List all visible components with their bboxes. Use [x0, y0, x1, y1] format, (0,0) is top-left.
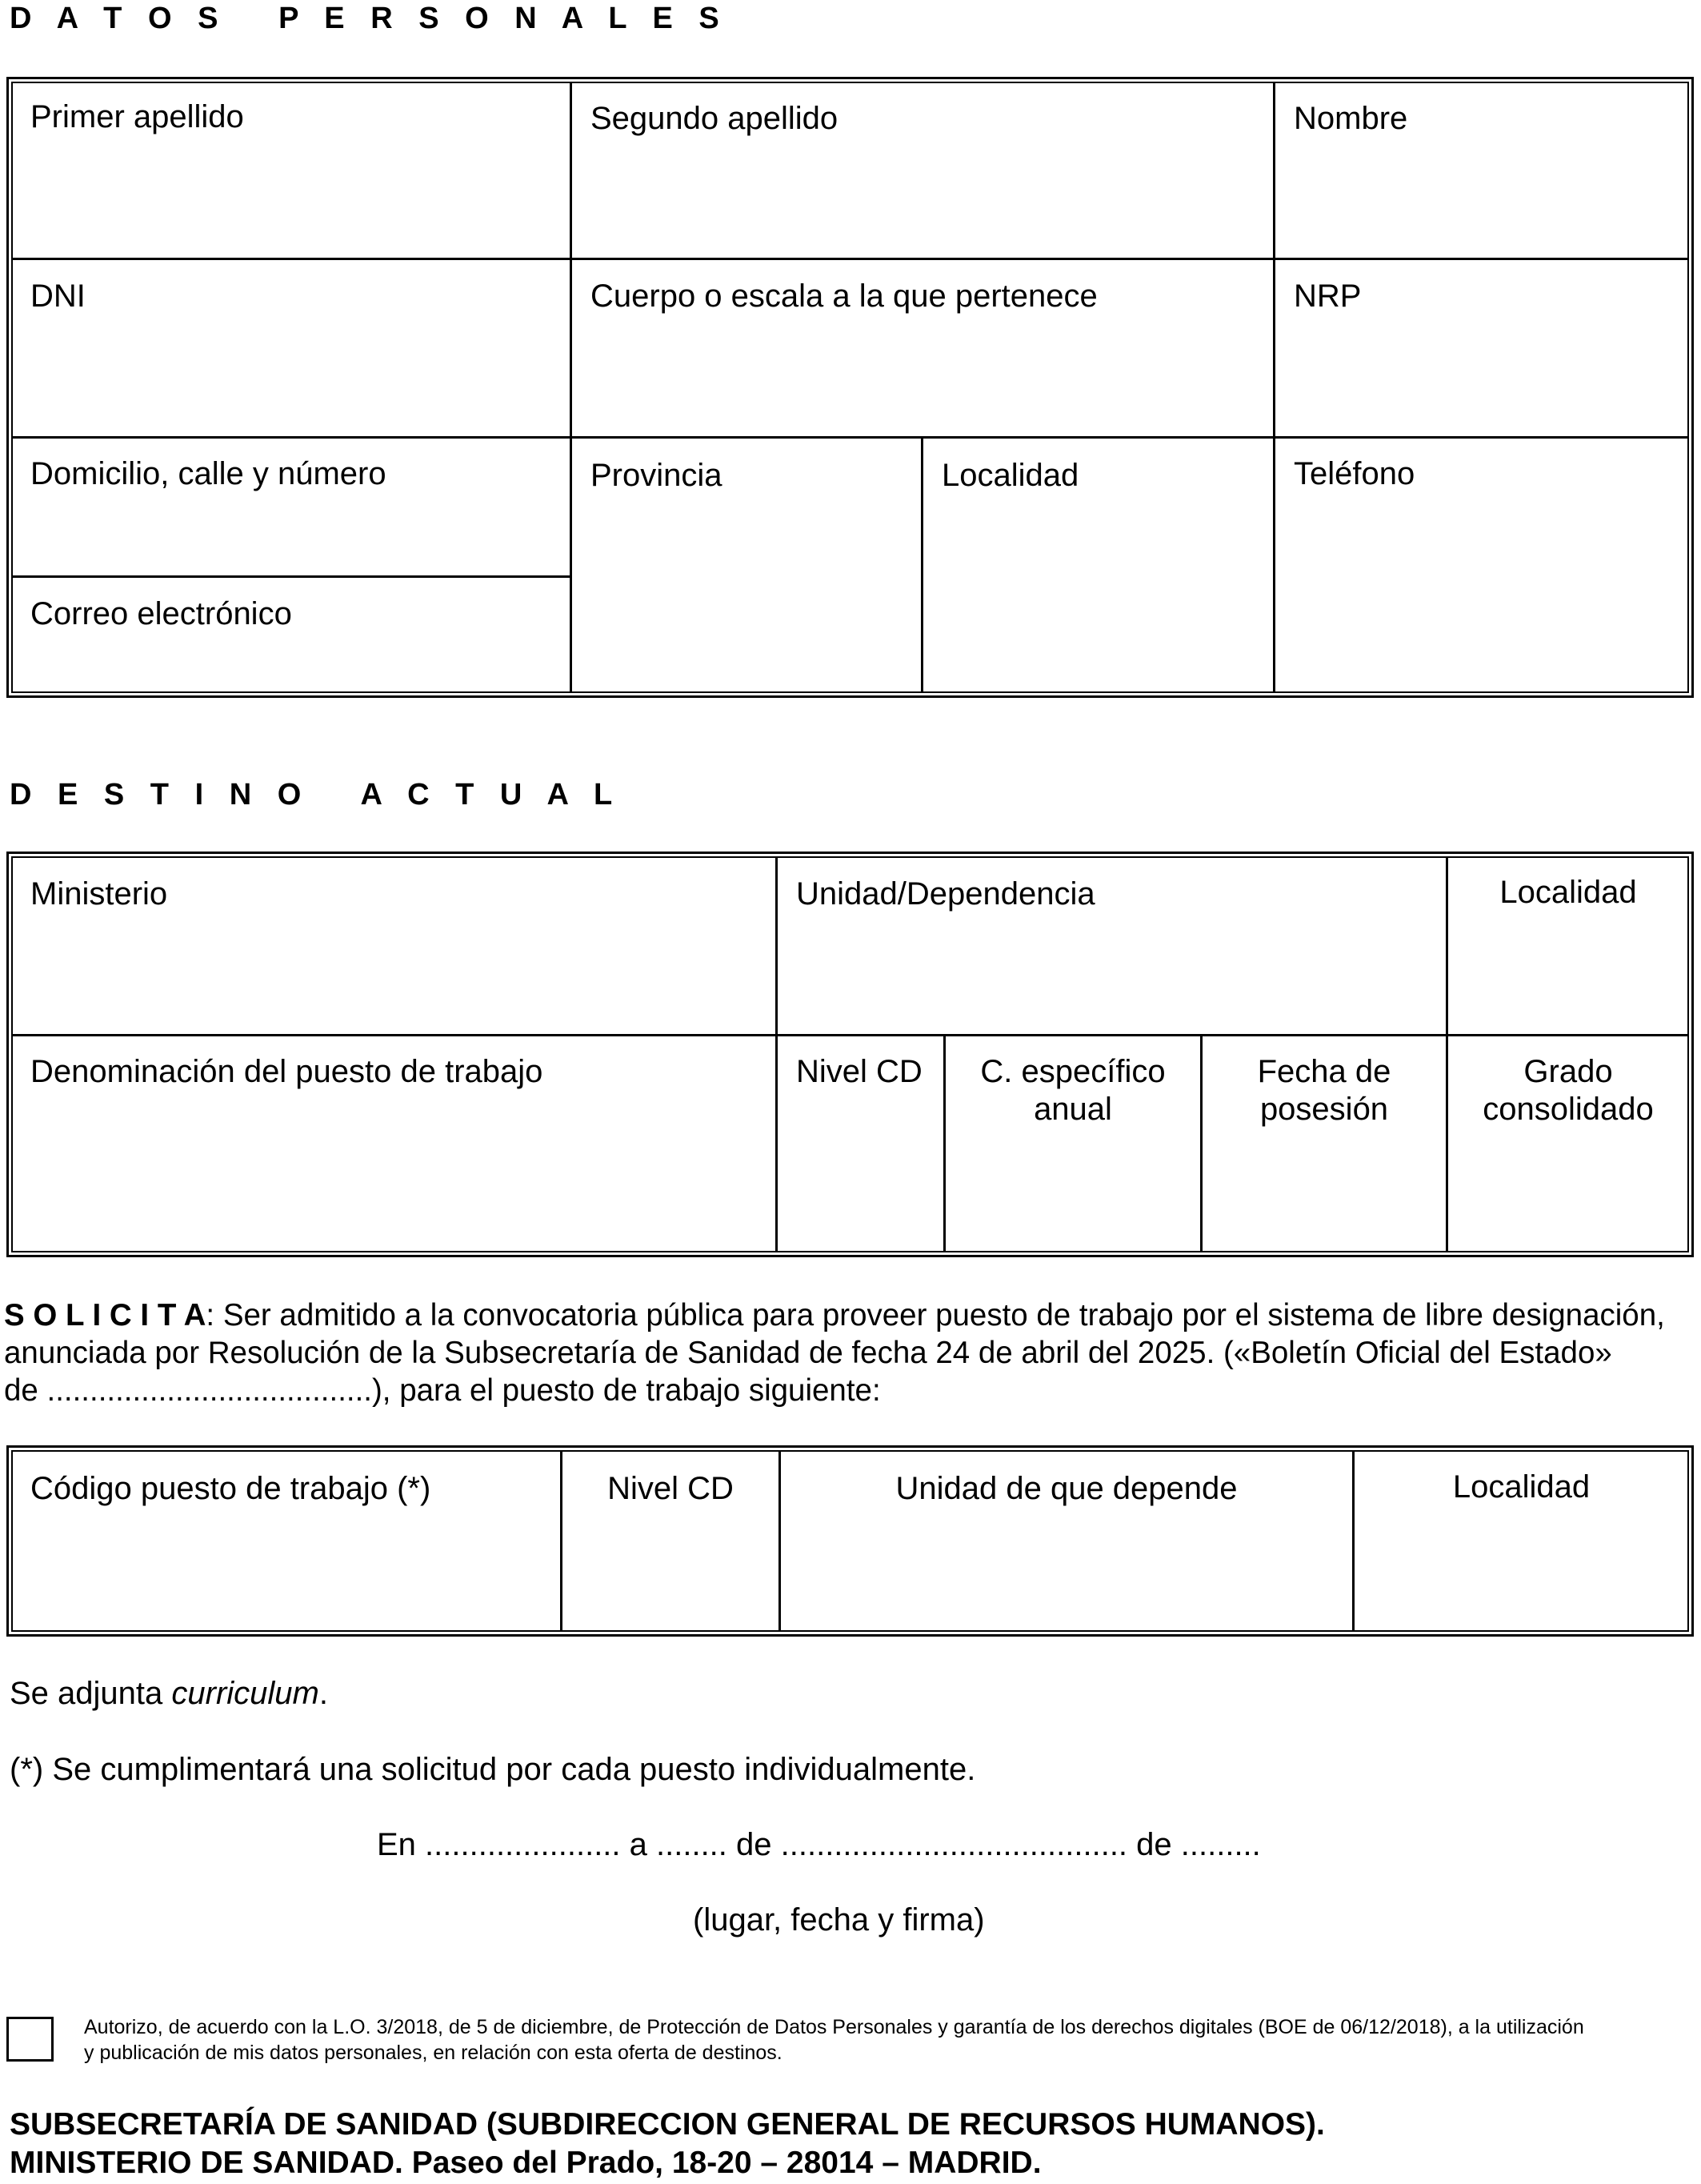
field-nombre[interactable]: Nombre — [1294, 101, 1408, 136]
field-nivel-cd-puesto[interactable]: Nivel CD — [607, 1471, 734, 1506]
field-label-line: Fecha de — [1257, 1054, 1391, 1089]
solicita-label: S O L I C I T A — [4, 1298, 206, 1332]
row-divider — [13, 258, 1687, 260]
col-divider — [775, 858, 778, 1251]
adjunta-italic: curriculum — [171, 1676, 319, 1711]
field-nivel-cd-destino[interactable]: Nivel CD — [796, 1054, 923, 1089]
adjunta-prefix: Se adjunta — [10, 1676, 172, 1711]
section-heading-destino-actual: D E S T I N O A C T U A L — [10, 778, 622, 811]
field-codigo-puesto[interactable]: Código puesto de trabajo (*) — [30, 1471, 431, 1506]
section-heading-datos-personales: D A T O S P E R S O N A L E S — [10, 2, 728, 35]
adjunta-curriculum-note — [10, 1675, 328, 1713]
solicita-line-2: anunciada por Resolución de la Subsecretaría de Sanidad de fecha 24 de abril del 2025. («Boletín Oficial del Estado» — [4, 1336, 1612, 1370]
field-primer-apellido[interactable]: Primer apellido — [30, 99, 244, 134]
row-divider — [13, 436, 1687, 439]
field-localidad[interactable]: Localidad — [942, 458, 1079, 493]
solicita-line-1 — [4, 1296, 1665, 1334]
field-label-line: posesión — [1259, 1092, 1389, 1127]
field-dni[interactable]: DNI — [30, 279, 86, 314]
adjunta-suffix: . — [318, 1676, 328, 1711]
row-divider — [13, 1034, 1687, 1036]
field-nrp[interactable]: NRP — [1294, 279, 1362, 314]
field-localidad-destino[interactable]: Localidad — [1499, 875, 1637, 910]
field-correo-electronico[interactable]: Correo electrónico — [30, 596, 292, 631]
col-divider — [570, 83, 572, 691]
footer-line-1: SUBSECRETARÍA DE SANIDAD (SUBDIRECCION GENERAL DE RECURSOS HUMANOS). — [10, 2107, 1325, 2142]
footer-line-2: MINISTERIO DE SANIDAD. Paseo del Prado, 18-20 – 28014 – MADRID. — [10, 2146, 1042, 2180]
firma-caption: (lugar, fecha y firma) — [693, 1902, 985, 1938]
field-cuerpo-escala[interactable]: Cuerpo o escala a la que pertenece — [590, 279, 1098, 314]
field-unidad-dependencia[interactable]: Unidad/Dependencia — [796, 876, 1095, 912]
consent-checkbox[interactable] — [6, 2017, 54, 2062]
col-divider — [1273, 83, 1275, 691]
field-domicilio[interactable]: Domicilio, calle y número — [30, 456, 386, 491]
consent-text-line-1: Autorizo, de acuerdo con la L.O. 3/2018, de 5 de diciembre, de Protección de Datos Personales y garantía de los derechos digitales (BOE de 06/12/2018), a la utilización — [84, 2016, 1584, 2038]
row-divider — [13, 575, 571, 578]
field-denominacion-puesto[interactable]: Denominación del puesto de trabajo — [30, 1054, 543, 1089]
field-label-line: Grado — [1523, 1054, 1613, 1089]
field-unidad-depende[interactable]: Unidad de que depende — [895, 1471, 1238, 1506]
solicita-line-3: de ......................................), para el puesto de trabajo siguiente: — [4, 1373, 881, 1408]
field-label-line: consolidado — [1483, 1092, 1654, 1127]
field-ministerio[interactable]: Ministerio — [30, 876, 168, 912]
consent-text-line-2: y publicación de mis datos personales, en relación con esta oferta de destinos. — [84, 2042, 782, 2064]
field-localidad-puesto[interactable]: Localidad — [1452, 1469, 1591, 1505]
asterisk-note: (*) Se cumplimentará una solicitud por cada puesto individualmente. — [10, 1752, 976, 1787]
field-provincia[interactable]: Provincia — [590, 458, 722, 493]
col-divider — [921, 436, 923, 691]
field-label-line: C. específico — [980, 1054, 1166, 1089]
fecha-line[interactable]: En ...................... a ........ de ....................................... de ......... — [377, 1827, 1261, 1862]
solicita-text: : Ser admitido a la convocatoria pública para proveer puesto de trabajo por el sistema de libre designación, — [206, 1298, 1665, 1332]
field-label-line: anual — [1034, 1092, 1112, 1127]
field-telefono[interactable]: Teléfono — [1294, 456, 1415, 491]
field-segundo-apellido[interactable]: Segundo apellido — [590, 101, 838, 136]
